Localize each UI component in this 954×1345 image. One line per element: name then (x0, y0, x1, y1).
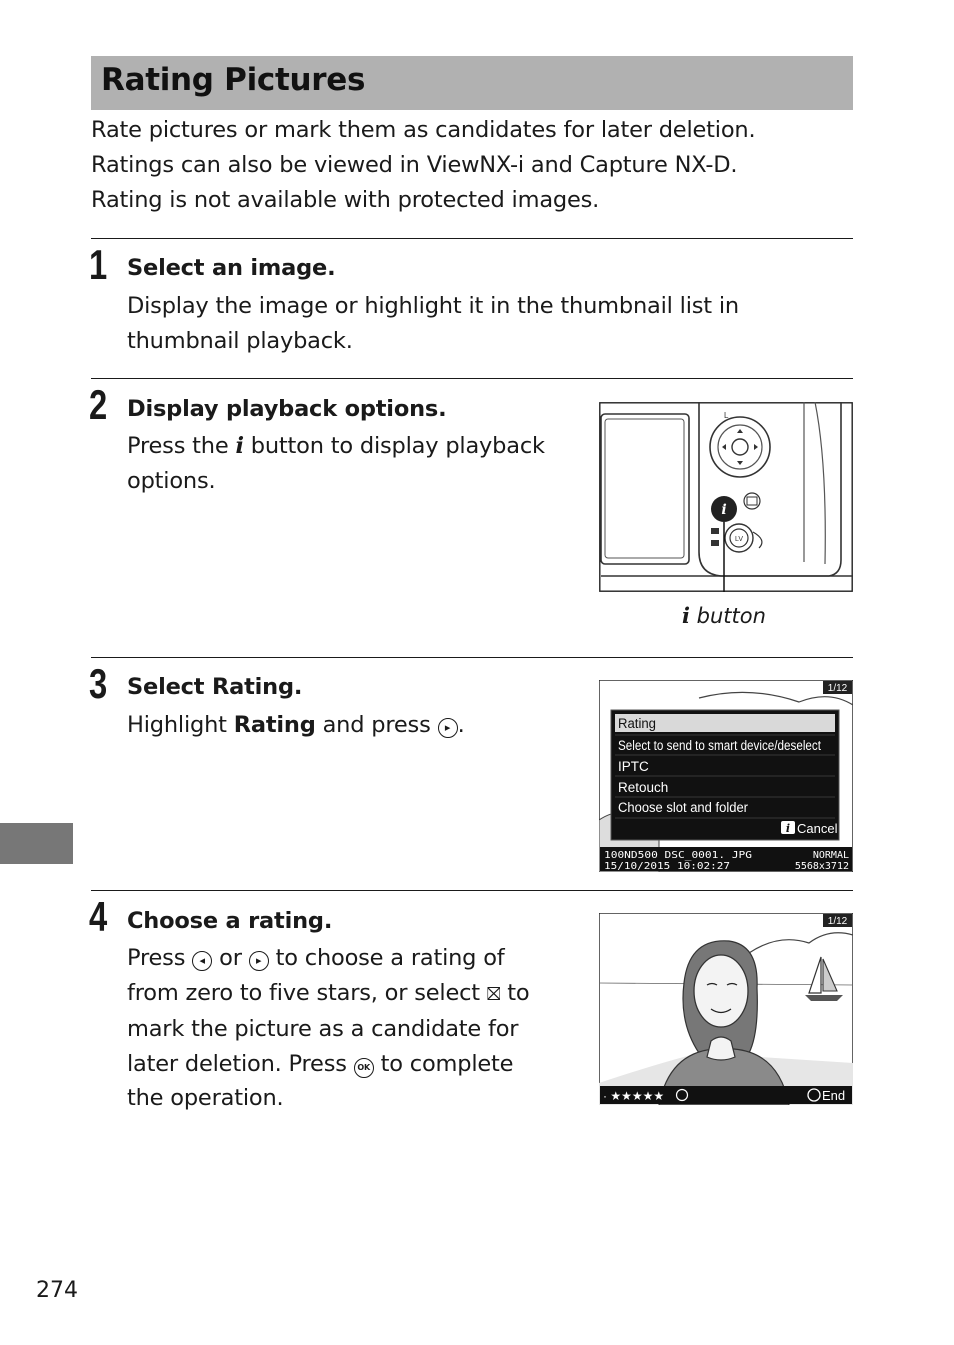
menu-item-retouch[interactable]: Retouch (618, 780, 669, 795)
info-button-icon: i (785, 822, 791, 835)
menu-item-smart-device[interactable]: Select to send to smart device/deselect (618, 738, 822, 753)
file-info-line: 100ND500 DSC_0001. JPG (604, 850, 752, 861)
step-number: 2 (89, 381, 108, 428)
step-body-line: the operation. (127, 1085, 284, 1112)
text: to (500, 979, 530, 1006)
step-number: 1 (89, 241, 108, 288)
svg-text:L: L (724, 411, 729, 420)
multi-selector-right-icon: ▸ (438, 718, 458, 738)
image-quality: NORMAL (812, 850, 849, 861)
page-title: Rating Pictures (101, 62, 366, 98)
step-body-line: options. (127, 467, 216, 494)
info-button-glyph: i (682, 603, 690, 628)
ok-button-icon: OK (354, 1058, 374, 1078)
step-heading: Choose a rating. (127, 908, 333, 934)
frame-counter: 1/12 (827, 683, 848, 694)
text: . (457, 712, 465, 738)
step-divider (91, 890, 853, 891)
text: from zero to five stars, or select (127, 979, 487, 1006)
text: button (689, 604, 766, 628)
delete-candidate-icon: ⛝ (486, 983, 501, 1005)
text: and press (315, 712, 438, 738)
rating-stars[interactable]: · ★★★★★ (603, 1089, 665, 1103)
menu-item-iptc[interactable]: IPTC (618, 759, 649, 774)
info-button-glyph: i (235, 433, 244, 459)
step-body-line (127, 429, 545, 464)
step-number: 3 (89, 660, 108, 707)
multi-selector-right-icon: ▸ (249, 951, 269, 971)
step-body-line: mark the picture as a candidate for (127, 1016, 519, 1043)
menu-item-name: Rating (211, 674, 294, 700)
step-heading (127, 674, 302, 700)
svg-text:LV: LV (734, 536, 744, 543)
text: button to display playback (243, 433, 545, 459)
step-body-line (127, 708, 465, 743)
svg-text:i: i (721, 502, 727, 518)
image-size: 5568x3712 (794, 861, 849, 872)
menu-item-rating[interactable]: Rating (618, 716, 656, 731)
step-body-line (127, 941, 530, 976)
text: to complete (373, 1050, 514, 1077)
multi-selector-left-icon: ◂ (192, 951, 212, 971)
step-heading: Select an image. (127, 255, 336, 281)
step-body (127, 429, 545, 498)
text: Select (127, 674, 212, 700)
step-body-line (127, 976, 530, 1013)
menu-item-name: Rating (233, 712, 316, 738)
step-heading: Display playback options. (127, 396, 447, 422)
intro-line: Ratings can also be viewed in ViewNX-i and Capture NX-D. (91, 152, 738, 178)
end-label[interactable]: End (822, 1088, 846, 1103)
date-time: 15/10/2015 10:02:27 (604, 861, 730, 872)
step-body-line (127, 1047, 530, 1082)
menu-item-choose-slot[interactable]: Choose slot and folder (618, 800, 749, 815)
step-divider (91, 657, 853, 658)
figure-caption (682, 603, 766, 628)
step-divider (91, 238, 853, 239)
frame-counter: 1/12 (827, 916, 848, 927)
step-number: 4 (89, 893, 108, 940)
text: Press (127, 945, 193, 971)
intro-line: Rate pictures or mark them as candidates for later deletion. (91, 117, 756, 143)
playback-menu-screen (599, 680, 853, 872)
text: Press the (127, 433, 236, 459)
title-bar (91, 56, 853, 110)
cancel-label[interactable]: Cancel (797, 821, 838, 836)
text: or (212, 945, 249, 971)
page-number: 274 (36, 1278, 78, 1303)
step-body (127, 708, 465, 743)
step-body (127, 941, 530, 1116)
text: . (293, 674, 303, 700)
step-divider (91, 378, 853, 379)
step-body (127, 289, 739, 358)
text: Highlight (127, 712, 234, 738)
text: later deletion. Press (127, 1050, 354, 1077)
camera-back-illustration (599, 402, 853, 592)
rating-screen (599, 913, 853, 1105)
step-body-line: Display the image or highlight it in the thumbnail list in (127, 293, 739, 319)
intro-line: Rating is not available with protected images. (91, 187, 600, 213)
chapter-tab (0, 823, 73, 864)
intro-text (91, 113, 853, 218)
step-body-line: thumbnail playback. (127, 327, 353, 354)
text: to choose a rating of (268, 945, 505, 971)
